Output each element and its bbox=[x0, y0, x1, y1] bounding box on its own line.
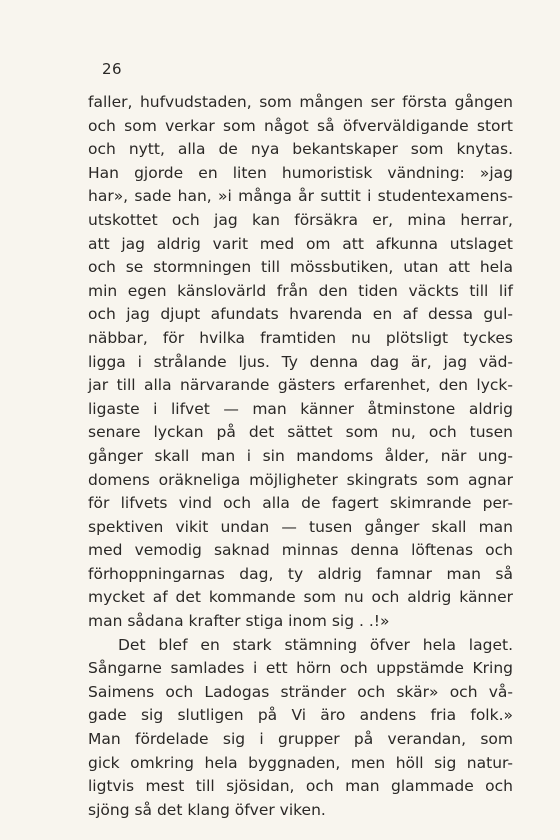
text-line: Det blef en stark stämning öfver hela laget. bbox=[118, 635, 513, 654]
text-line: och som verkar som något så öfverväldigande stort bbox=[88, 116, 513, 135]
text-line: Han gjorde en liten humoristisk vändning: »jag bbox=[88, 163, 513, 182]
text-line: man sådana krafter stiga inom sig . .!» bbox=[88, 612, 390, 631]
text-line: min egen känslovärld från den tiden väckts till lif bbox=[88, 281, 513, 300]
text-line: ligaste i lifvet — man känner åtminstone aldrig bbox=[88, 399, 513, 418]
text-line: senare lyckan på det sättet som nu, och tusen bbox=[88, 423, 513, 442]
text-line: gade sig slutligen på Vi äro andens fria folk.» bbox=[88, 706, 513, 725]
text-line: näbbar, för hvilka framtiden nu plötsligt tyckes bbox=[88, 328, 513, 347]
text-line: har», sade han, »i många år suttit i studentexamens- bbox=[88, 187, 513, 206]
page-number: 26 bbox=[102, 60, 123, 78]
text-line: Sångarne samlades i ett hörn och uppstämde Kring bbox=[88, 659, 513, 678]
text-line: och se stormningen till mössbutiken, utan att hela bbox=[88, 258, 513, 277]
text-line: gick omkring hela byggnaden, men höll sig natur- bbox=[88, 753, 513, 772]
text-line: och nytt, alla de nya bekantskaper som knytas. bbox=[88, 140, 513, 159]
text-line: utskottet och jag kan försäkra er, mina herrar, bbox=[88, 210, 513, 229]
text-line: och jag djupt afundats hvarenda en af dessa gul- bbox=[88, 305, 513, 324]
text-line: för lifvets vind och alla de fagert skimrande per- bbox=[88, 494, 513, 513]
text-line: sjöng så det klang öfver viken. bbox=[88, 800, 326, 819]
text-line: Man fördelade sig i grupper på verandan, som bbox=[88, 730, 513, 749]
text-line: jar till alla närvarande gästers erfarenhet, den lyck- bbox=[88, 376, 513, 395]
text-line: gånger skall man i sin mandoms ålder, när ung- bbox=[88, 446, 513, 465]
text-line: domens oräkneliga möjligheter skingrats som agnar bbox=[88, 470, 513, 489]
body-text bbox=[88, 91, 513, 822]
text-line: ligtvis mest till sjösidan, och man glammade och bbox=[88, 777, 513, 796]
text-line: spektiven vikit undan — tusen gånger skall man bbox=[88, 517, 513, 536]
text-line: förhoppningarnas dag, ty aldrig famnar man så bbox=[88, 564, 513, 583]
text-line: mycket af det kommande som nu och aldrig känner bbox=[88, 588, 513, 607]
text-line: Saimens och Ladogas stränder och skär» och vå- bbox=[88, 682, 513, 701]
text-line: att jag aldrig varit med om att afkunna utslaget bbox=[88, 234, 513, 253]
text-line: med vemodig saknad minnas denna löftenas och bbox=[88, 541, 513, 560]
text-line: faller, hufvudstaden, som mången ser första gången bbox=[88, 93, 513, 111]
text-line: ligga i strålande ljus. Ty denna dag är, jag väd- bbox=[88, 352, 513, 371]
